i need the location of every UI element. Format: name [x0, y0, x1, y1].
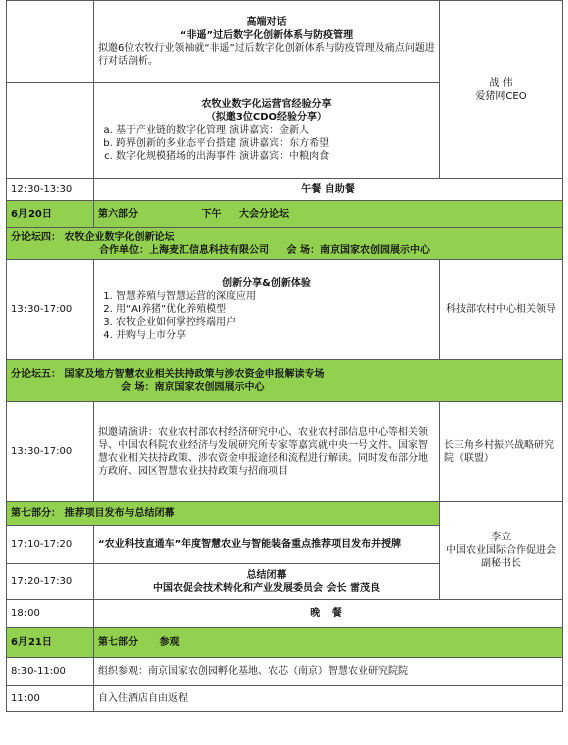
- lunch-text: 午餐 自助餐: [94, 179, 563, 201]
- day-0620-when: 下午: [201, 208, 222, 220]
- innovation-list: [98, 290, 435, 342]
- day-0621-what: 参观: [159, 637, 180, 648]
- dialogue-description: 拟邀6位农牧行业领袖就“非遥”过后数字化创新体系与防疫管理及痛点问题进行对话剖析。: [98, 42, 435, 67]
- dialogue-time-cell: [7, 1, 94, 83]
- policy-speaker: 长三角乡村振兴战略研究院（联盟）: [440, 402, 563, 502]
- forum5-row: [7, 360, 563, 402]
- innovation-speaker: 科技部农村中心相关领导: [440, 260, 563, 360]
- cdo-time-cell: [7, 83, 94, 179]
- cdo-title: 农牧业数字化运营官经验分享: [201, 99, 332, 110]
- part7-label: 第七部分：: [11, 508, 61, 519]
- innovation-content: [94, 260, 440, 360]
- list-item: 1. 智慧养殖与智慧运营的深度应用: [116, 290, 435, 303]
- list-item: 3. 农牧企业如何掌控终端用户: [116, 316, 435, 329]
- dialogue-subtitle: “非遥”过后数字化创新体系与防疫管理: [179, 29, 354, 41]
- day-0621-row: [7, 628, 563, 658]
- dialogue-row: [7, 1, 563, 83]
- return-row: [7, 686, 563, 712]
- policy-row: [7, 402, 563, 502]
- forum5-label: 分论坛五：: [11, 368, 61, 380]
- list-item: b. 跨界创新的多业态平台搭建 演讲嘉宾：东方希望: [116, 137, 435, 150]
- day-0620-date: 6月20日: [7, 201, 94, 228]
- innovation-title: 创新分享&创新体验: [222, 278, 311, 289]
- lunch-time: 12:30-13:30: [7, 179, 94, 201]
- forum4-label: 分论坛四：: [11, 231, 61, 243]
- forum4-header: [7, 228, 563, 260]
- return-time: 11:00: [7, 686, 94, 712]
- day-0620-what: 大会分论坛: [238, 208, 289, 220]
- list-item: 2. 用“AI养猪”优化养殖模型: [116, 303, 435, 316]
- visit-text: 组织参观：南京国家农创园孵化基地、农芯（南京）智慧农业研究院院: [94, 658, 563, 686]
- forum4-title: 农牧企业数字化创新论坛: [64, 231, 175, 243]
- return-text: 自入住酒店自由返程: [94, 686, 563, 712]
- release-text: “农业科技直通车”年度智慧农业与智能装备重点推荐项目发布并授牌: [94, 526, 440, 564]
- part7-speaker-name: 李立: [491, 532, 511, 543]
- forum5-venue: 会 场：南京国家农创园展示中心: [121, 381, 265, 393]
- closing-time: 17:20-17:30: [7, 564, 94, 600]
- policy-time: 13:30-17:00: [7, 402, 94, 502]
- day-0620-row: [7, 201, 563, 228]
- dinner-time: 18:00: [7, 600, 94, 628]
- closing-content: [94, 564, 440, 600]
- part7-row: [7, 502, 563, 526]
- dialogue-content: [94, 1, 440, 83]
- list-item: c. 数字化规模猪场的出海事件 演讲嘉宾：中粮肉食: [116, 150, 435, 163]
- forum5-header: [7, 360, 563, 402]
- cdo-content: [94, 83, 440, 179]
- day-0620-part: 第六部分: [98, 208, 138, 220]
- part7-speaker-org: 中国农业国际合作促进会副秘书长: [446, 545, 556, 569]
- lunch-row: [7, 179, 563, 201]
- day-0621-date: 6月21日: [7, 628, 94, 658]
- dialogue-title: 高端对话: [246, 16, 287, 28]
- day-0620-content: [94, 201, 563, 228]
- forum4-partner: 合作单位：上海麦汇信息科技有限公司: [99, 244, 269, 256]
- dinner-text: 晚 餐: [94, 600, 563, 628]
- part7-title: 推荐项目发布与总结闭幕: [64, 508, 175, 519]
- policy-desc: 拟邀请演讲：农业农村部农村经济研究中心、农业农村部信息中心等相关领导、中国农科院农业经济与发展研究所专家等嘉宾就中央一号文件、国家智慧农业相关扶持政策、涉农资金申报途径和流程进行解读。同时发布部分地方政府、园区智慧农业扶持政策与招商项目: [94, 402, 440, 502]
- cdo-subtitle: （拟邀3位CDO经验分享）: [205, 112, 328, 123]
- speaker-org: 爱猪网CEO: [475, 90, 527, 102]
- forum4-row: [7, 228, 563, 260]
- list-item: 4. 并购与上市分享: [116, 329, 435, 342]
- visit-time: 8:30-11:00: [7, 658, 94, 686]
- closing-title: 总结闭幕: [246, 569, 287, 581]
- forum4-venue: 会 场：南京国家农创园展示中心: [286, 244, 430, 256]
- list-item: a. 基于产业链的数字化管理 演讲嘉宾：金新人: [116, 124, 435, 137]
- schedule-table: [6, 0, 563, 712]
- innovation-row: [7, 260, 563, 360]
- release-time: 17:10-17:20: [7, 526, 94, 564]
- speaker-name: 战 伟: [489, 77, 513, 89]
- day-0621-part: 第七部分: [98, 637, 138, 648]
- dialogue-speaker-cell: [440, 1, 563, 179]
- dinner-row: [7, 600, 563, 628]
- part7-speaker-cell: [440, 502, 563, 600]
- part7-header: [7, 502, 440, 526]
- cdo-list: [98, 124, 435, 163]
- forum5-title: 国家及地方智慧农业相关扶持政策与涉农资金申报解读专场: [64, 368, 325, 380]
- day-0621-content: [94, 628, 563, 658]
- visit-row: [7, 658, 563, 686]
- closing-text: 中国农促会技术转化和产业发展委员会 会长 雷茂良: [153, 582, 380, 594]
- innovation-time: 13:30-17:00: [7, 260, 94, 360]
